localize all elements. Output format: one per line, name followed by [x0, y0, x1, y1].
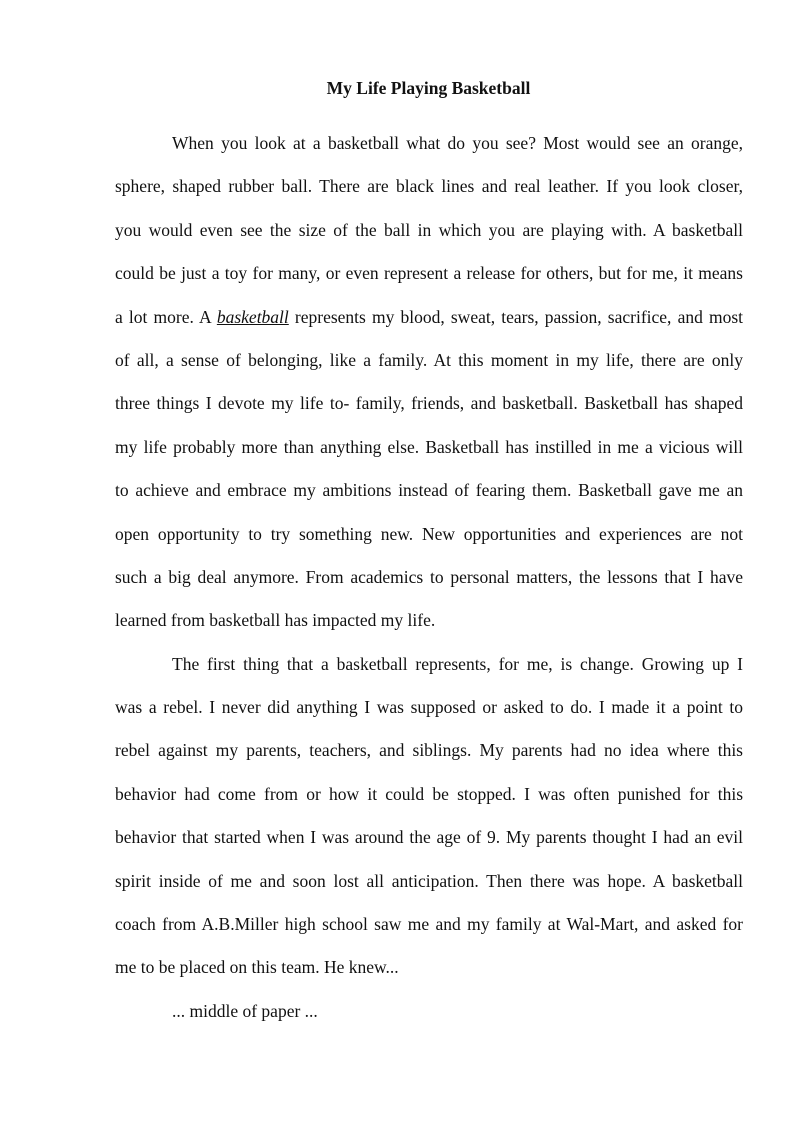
paragraph-1-line-5-start: a lot more. A: [115, 306, 217, 327]
paragraph-1-line-9: to achieve and embrace my ambitions instead of fearing them. Basketball gave me an: [115, 480, 743, 501]
paragraph-2-line-1: The first thing that a basketball represents, for me, is change. Growing up I: [172, 653, 743, 674]
paragraph-2-line-6: spirit inside of me and soon lost all anticipation. Then there was hope. A basketball: [115, 870, 743, 891]
paragraph-1-line-1: When you look at a basketball what do you see? Most would see an orange,: [172, 133, 743, 153]
paragraph-1-line-2: sphere, shaped rubber ball. There are black lines and real leather. If you look closer,: [115, 176, 743, 197]
paragraph-2-line-2: was a rebel. I never did anything I was supposed or asked to do. I made it a point to: [115, 697, 743, 718]
paragraph-2-line-3: rebel against my parents, teachers, and siblings. My parents had no idea where this: [115, 740, 743, 761]
paragraph-1-line-8: my life probably more than anything else. Basketball has instilled in me a vicious will: [115, 436, 743, 457]
paragraph-1-line-7: three things I devote my life to- family, friends, and basketball. Basketball has shaped: [115, 393, 743, 414]
paragraph-1-line-12: learned from basketball has impacted my life.: [115, 610, 436, 631]
paragraph-1-line-5-end: represents my blood, sweat, tears, passion, sacrifice, and most: [288, 306, 744, 327]
paragraph-1-line-10: open opportunity to try something new. New opportunities and experiences are not: [115, 523, 743, 544]
paragraph-2-line-7: coach from A.B.Miller high school saw me and my family at Wal-Mart, and asked for: [115, 914, 743, 935]
basketball-emphasis: basketball: [216, 306, 289, 327]
paragraph-1-line-11: such a big deal anymore. From academics to personal matters, the lessons that I have: [115, 566, 743, 587]
paragraph-1-line-3: you would even see the size of the ball in which you are playing with. A basketball: [115, 219, 743, 240]
paragraph-2-line-8: me to be placed on this team. He knew...: [115, 957, 399, 978]
paragraph-1-line-5: [115, 296, 743, 339]
paragraph-1-line-4: could be just a toy for many, or even represent a release for others, but for me, it means: [115, 263, 743, 284]
middle-of-paper-note: ... middle of paper ...: [172, 1000, 318, 1021]
paragraph-2-line-5: behavior that started when I was around the age of 9. My parents thought I had an evil: [115, 827, 743, 848]
paragraph-2-line-4: behavior had come from or how it could be stopped. I was often punished for this: [115, 783, 743, 804]
document-title: My Life Playing Basketball: [326, 78, 531, 98]
paragraph-1-line-6: of all, a sense of belonging, like a family. At this moment in my life, there are only: [115, 349, 743, 370]
document-body: [115, 122, 743, 1033]
